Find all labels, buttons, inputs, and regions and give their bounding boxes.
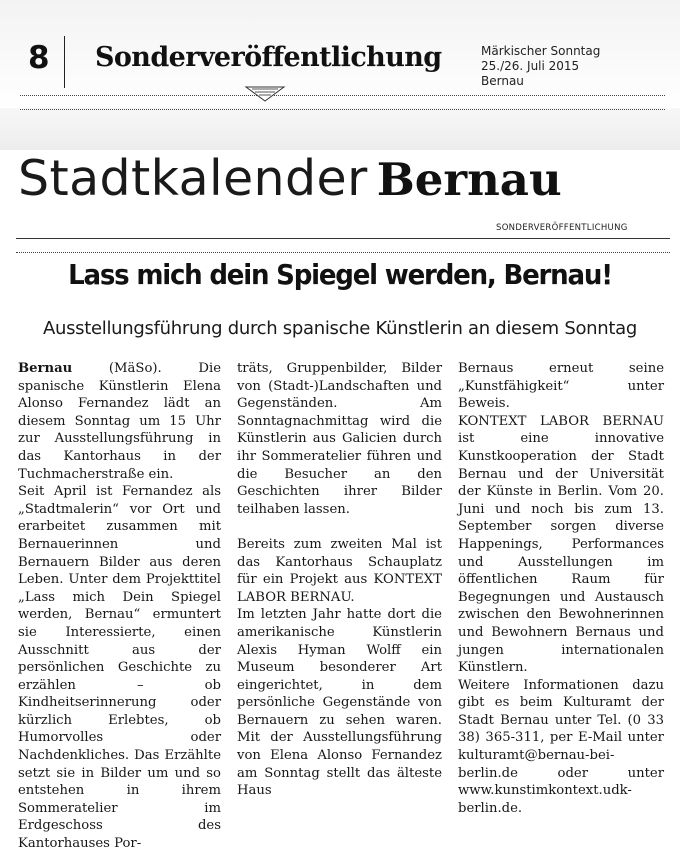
publication-date: 25./26. Juli 2015 (481, 59, 580, 73)
article-subheadline: Ausstellungsführung durch spanische Künstlerin an diesem Sonntag (42, 318, 638, 339)
down-arrow-icon (246, 87, 284, 101)
article-column-3 (458, 360, 664, 816)
publication-name: Märkischer Sonntag (481, 44, 601, 58)
scan-shadow-band (0, 108, 680, 150)
header-dotted-rule-lower (20, 109, 665, 110)
article-lead-text: (MäSo). Die spanische Künstlerin Elena Alonso Fernandez lädt an diesem Sonntag um 15 Uhr zur Ausstellungsführung in das Kantorhaus in der Tuchmacherstraße ein. (18, 361, 221, 482)
masthead-rule (16, 238, 670, 239)
masthead-tag: SONDERVERÖFFENTLICHUNG (496, 223, 628, 233)
header-dotted-rule (20, 95, 665, 96)
section-title: Sonderveröffentlichung (95, 42, 442, 73)
article-paragraph: Im letzten Jahr hatte dort die amerikanische Künstlerin Alexis Hyman Wolff ein Museum besonderer Art eingerichtet, in dem persönliche Gegenstände von Bernauern zu sehen waren. Mit der Ausstellungsführung von Elena Alonso Fernandez am Sonntag stellt das älteste Haus (237, 607, 442, 799)
article-paragraph: Seit April ist Fernandez als „Stadtmalerin“ vor Ort und erarbeitet zusammen mit Bernauerinnen und Bernauern Bilder aus deren Leben. Unter dem Projekttitel „Lass mich Dein Spiegel werden, Bernau“ ermuntert sie Interessierte, einen Ausschnitt aus der persönlichen Geschichte zu erzählen – ob Kindheitserinnerung oder kürzlich Erlebtes, ob Humorvolles oder Nachdenkliches. Das Erzählte setzt sie in Bilder um und so entstehen in ihrem Sommeratelier im Erdgeschoss des Kantorhauses Por- (18, 484, 221, 852)
publication-place: Bernau (481, 74, 524, 88)
publication-info (481, 44, 600, 89)
article-headline: Lass mich dein Spiegel werden, Bernau! (68, 258, 612, 291)
header-divider (64, 36, 65, 88)
paragraph-spacer (237, 518, 442, 536)
article-paragraph (18, 360, 221, 483)
article-column-2 (237, 360, 442, 799)
article-paragraph: träts, Gruppenbilder, Bilder von (Stadt-)Landschaften und Gegenständen. Am Sonntagnachmittag wird die Künstlerin aus Galicien durch ihr Sommeratelier führen und die Besucher an den Geschichten ihrer Bilder teilhaben lassen. (237, 361, 442, 517)
article-paragraph: Bereits zum zweiten Mal ist das Kantorhaus Schauplatz für ein Projekt aus KONTEXT LABOR BERNAU. (237, 536, 442, 605)
article-paragraph: KONTEXT LABOR BERNAU ist eine innovative Kunstkooperation der Stadt Bernau und der Universität der Künste in Berlin. Vom 20. Juni und noch bis zum 13. September sorgen diverse Happenings, Performances und Ausstellungen im öffentlichen Raum für Begegnungen und Austausch zwischen den Bewohnerinnen und Bewohnern Bernaus und jungen internationalen Künstlern. (458, 413, 664, 676)
masthead-dotted-rule (16, 252, 670, 253)
masthead-title-bold: Bernau (376, 153, 562, 206)
article-dateline: Bernau (18, 361, 73, 376)
masthead-title-light: Stadtkalender (18, 150, 368, 207)
masthead (18, 150, 668, 220)
article-paragraph: Weitere Informationen dazu gibt es beim Kulturamt der Stadt Bernau unter Tel. (0 33 38) 365-311, per E-Mail unter kulturamt@bernau-bei-berlin.de oder unter www.kunstimkontext.udk-berlin.de. (458, 677, 664, 816)
article-paragraph: Bernaus erneut seine „Kunstfähigkeit“ unter Beweis. (458, 361, 664, 412)
article-column-1 (18, 360, 221, 852)
page-number: 8 (28, 40, 50, 76)
